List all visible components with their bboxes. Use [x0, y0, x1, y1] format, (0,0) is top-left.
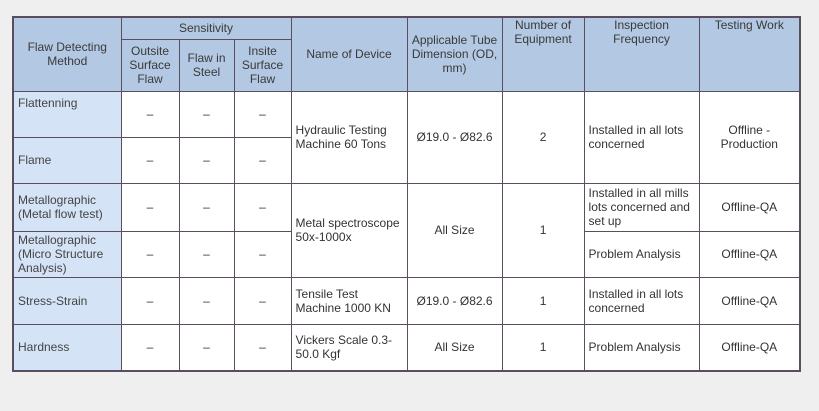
dimension-cell: All Size	[407, 183, 502, 277]
table-row	[13, 91, 800, 137]
table-row	[13, 183, 800, 231]
method-stress-strain: Stress-Strain	[13, 277, 121, 324]
testing-work-cell: Offline-QA	[699, 183, 800, 231]
dash-cell: –	[234, 324, 291, 371]
dash-cell: –	[179, 137, 234, 183]
frequency-cell: Installed in all lots concerned	[584, 277, 699, 324]
header-device: Name of Device	[291, 17, 407, 91]
dash-cell: –	[234, 137, 291, 183]
device-cell: Vickers Scale 0.3-50.0 Kgf	[291, 324, 407, 371]
equipment-cell: 1	[502, 183, 584, 277]
header-flaw-in-steel: Flaw in Steel	[179, 39, 234, 91]
dash-cell: –	[179, 231, 234, 277]
dash-cell: –	[121, 91, 179, 137]
method-hardness: Hardness	[13, 324, 121, 371]
header-outside-flaw: Outsite Surface Flaw	[121, 39, 179, 91]
header-testing-work: Testing Work	[699, 17, 800, 91]
device-cell: Tensile Test Machine 1000 KN	[291, 277, 407, 324]
frequency-cell: Problem Analysis	[584, 231, 699, 277]
dash-cell: –	[234, 183, 291, 231]
dash-cell: –	[121, 137, 179, 183]
frequency-cell: Problem Analysis	[584, 324, 699, 371]
dash-cell: –	[179, 324, 234, 371]
method-flame: Flame	[13, 137, 121, 183]
equipment-cell: 1	[502, 277, 584, 324]
method-metal-flow: Metallographic (Metal flow test)	[13, 183, 121, 231]
device-cell: Metal spectroscope 50x-1000x	[291, 183, 407, 277]
testing-work-cell: Offline - Production	[699, 91, 800, 183]
equipment-cell: 1	[502, 324, 584, 371]
header-sensitivity: Sensitivity	[121, 17, 291, 39]
table-row	[13, 324, 800, 371]
method-flattening: Flattenning	[13, 91, 121, 137]
header-dimension: Applicable Tube Dimension (OD, mm)	[407, 17, 502, 91]
inspection-table	[12, 16, 801, 372]
dash-cell: –	[179, 183, 234, 231]
dash-cell: –	[121, 183, 179, 231]
dash-cell: –	[179, 277, 234, 324]
dash-cell: –	[179, 91, 234, 137]
dash-cell: –	[234, 91, 291, 137]
device-cell: Hydraulic Testing Machine 60 Tons	[291, 91, 407, 183]
testing-work-cell: Offline-QA	[699, 277, 800, 324]
dash-cell: –	[121, 231, 179, 277]
frequency-cell: Installed in all lots concerned	[584, 91, 699, 183]
header-method: Flaw Detecting Method	[13, 17, 121, 91]
method-micro-structure: Metallographic (Micro Structure Analysis)	[13, 231, 121, 277]
dash-cell: –	[234, 277, 291, 324]
dash-cell: –	[234, 231, 291, 277]
testing-work-cell: Offline-QA	[699, 231, 800, 277]
equipment-cell: 2	[502, 91, 584, 183]
table-row	[13, 277, 800, 324]
header-equipment: Number of Equipment	[502, 17, 584, 91]
dimension-cell: Ø19.0 - Ø82.6	[407, 277, 502, 324]
dimension-cell: All Size	[407, 324, 502, 371]
header-inside-flaw: Insite Surface Flaw	[234, 39, 291, 91]
dash-cell: –	[121, 277, 179, 324]
frequency-cell: Installed in all mills lots concerned and set up	[584, 183, 699, 231]
dash-cell: –	[121, 324, 179, 371]
dimension-cell: Ø19.0 - Ø82.6	[407, 91, 502, 183]
testing-work-cell: Offline-QA	[699, 324, 800, 371]
header-frequency: Inspection Frequency	[584, 17, 699, 91]
